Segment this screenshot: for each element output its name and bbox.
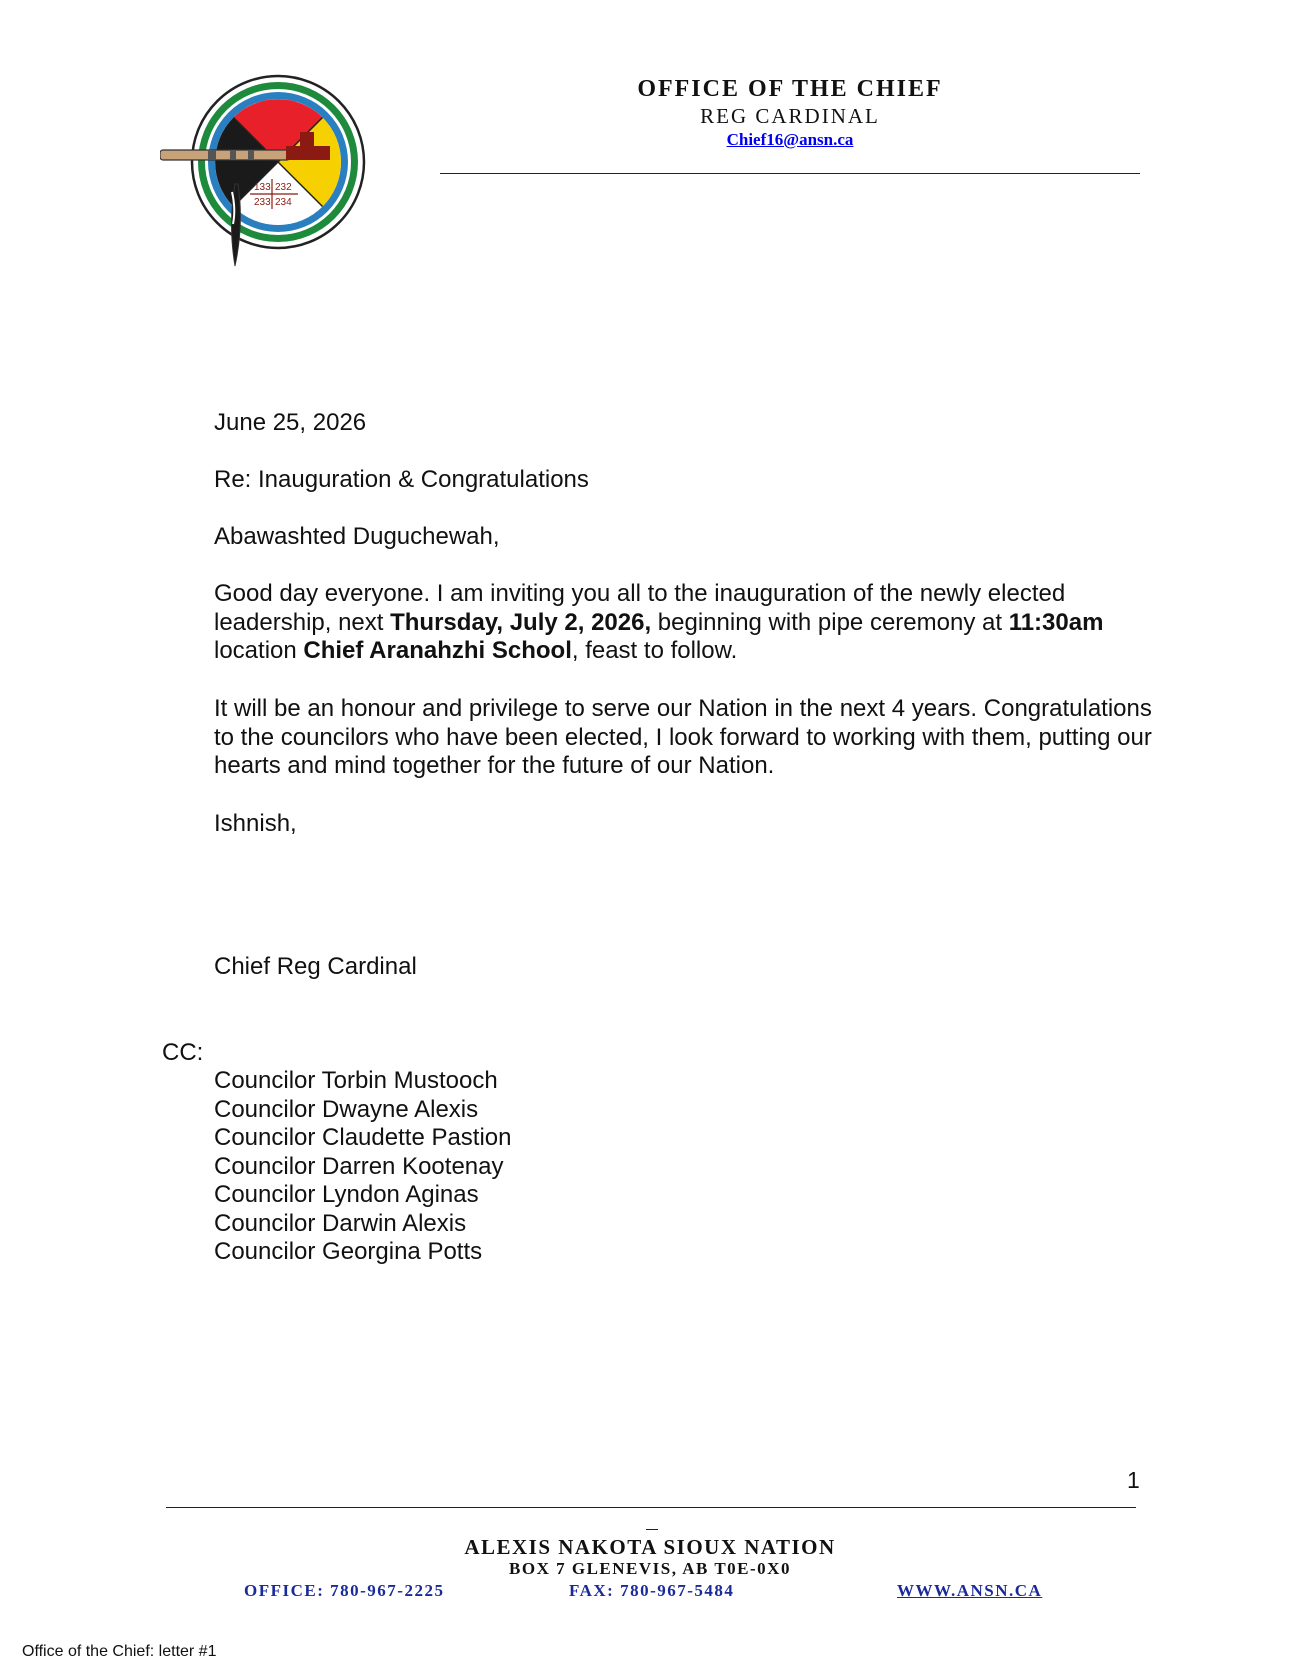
cc-item: Councilor Torbin Mustooch (214, 1067, 498, 1094)
document-caption: Office of the Chief: letter #1 (22, 1643, 217, 1660)
header-chief-name: REG CARDINAL (700, 104, 880, 128)
p1-text: beginning with pipe ceremony at (651, 608, 1009, 636)
cc-item: Councilor Darwin Alexis (214, 1209, 467, 1237)
logo-number: 233 (254, 197, 271, 208)
p1-text: location (214, 637, 304, 664)
footer-website-link[interactable]: WWW.ANSN.CA (897, 1581, 1043, 1600)
medicine-wheel-logo-icon (160, 74, 376, 274)
letter-date: June 25, 2026 (214, 409, 367, 436)
letter-signature: Chief Reg Cardinal (214, 953, 417, 980)
cc-item: Councilor Darren Kootenay (214, 1152, 504, 1180)
page-number: 1 (1127, 1467, 1140, 1493)
cc-item: Councilor Dwayne Alexis (214, 1095, 479, 1123)
footer-address: BOX 7 GLENEVIS, AB T0E-0X0 (509, 1559, 791, 1578)
footer-fax: FAX: 780-967-5484 (569, 1581, 735, 1600)
cc-item: Councilor Claudette Pastion (214, 1124, 512, 1151)
cc-list (214, 1067, 512, 1267)
event-date: Thursday, July 2, 2026, (390, 608, 652, 636)
letter-subject: Re: Inauguration & Congratulations (214, 466, 589, 493)
footer-divider-tick (646, 1529, 658, 1530)
letter-paragraph-congratulations: It will be an honour and privilege to serve our Nation in the next 4 years. Congratulations to the councilors who have been elected, I look forward to working with them, putting our hearts and mind together for the future of our Nation. (214, 695, 1152, 779)
cc-item: Councilor Lyndon Aginas (214, 1181, 479, 1208)
footer-divider (166, 1507, 1136, 1508)
header-email-link[interactable]: Chief16@ansn.ca (726, 130, 854, 149)
logo-number: 234 (275, 197, 292, 208)
event-location: Chief Aranahzhi School (303, 637, 572, 664)
letter-closing: Ishnish, (214, 810, 297, 837)
letter-paragraph-invitation (214, 580, 1164, 666)
p1-text: Good day everyone. I am inviting you all to the inauguration of the newly elected leadership, next (214, 580, 1066, 636)
logo-number: 133 (254, 182, 271, 193)
footer-office-phone: OFFICE: 780-967-2225 (244, 1581, 445, 1600)
header-divider (440, 173, 1140, 174)
event-time: 11:30am (1008, 608, 1104, 636)
cc-item: Councilor Georgina Potts (214, 1238, 483, 1265)
footer-nation-name: ALEXIS NAKOTA SIOUX NATION (464, 1535, 836, 1559)
logo-number: 232 (275, 182, 292, 193)
header-office-title: OFFICE OF THE CHIEF (637, 76, 943, 102)
cc-label: CC: (162, 1039, 204, 1066)
letter-greeting: Abawashted Duguchewah, (214, 523, 500, 550)
p1-text: , feast to follow. (571, 637, 738, 664)
